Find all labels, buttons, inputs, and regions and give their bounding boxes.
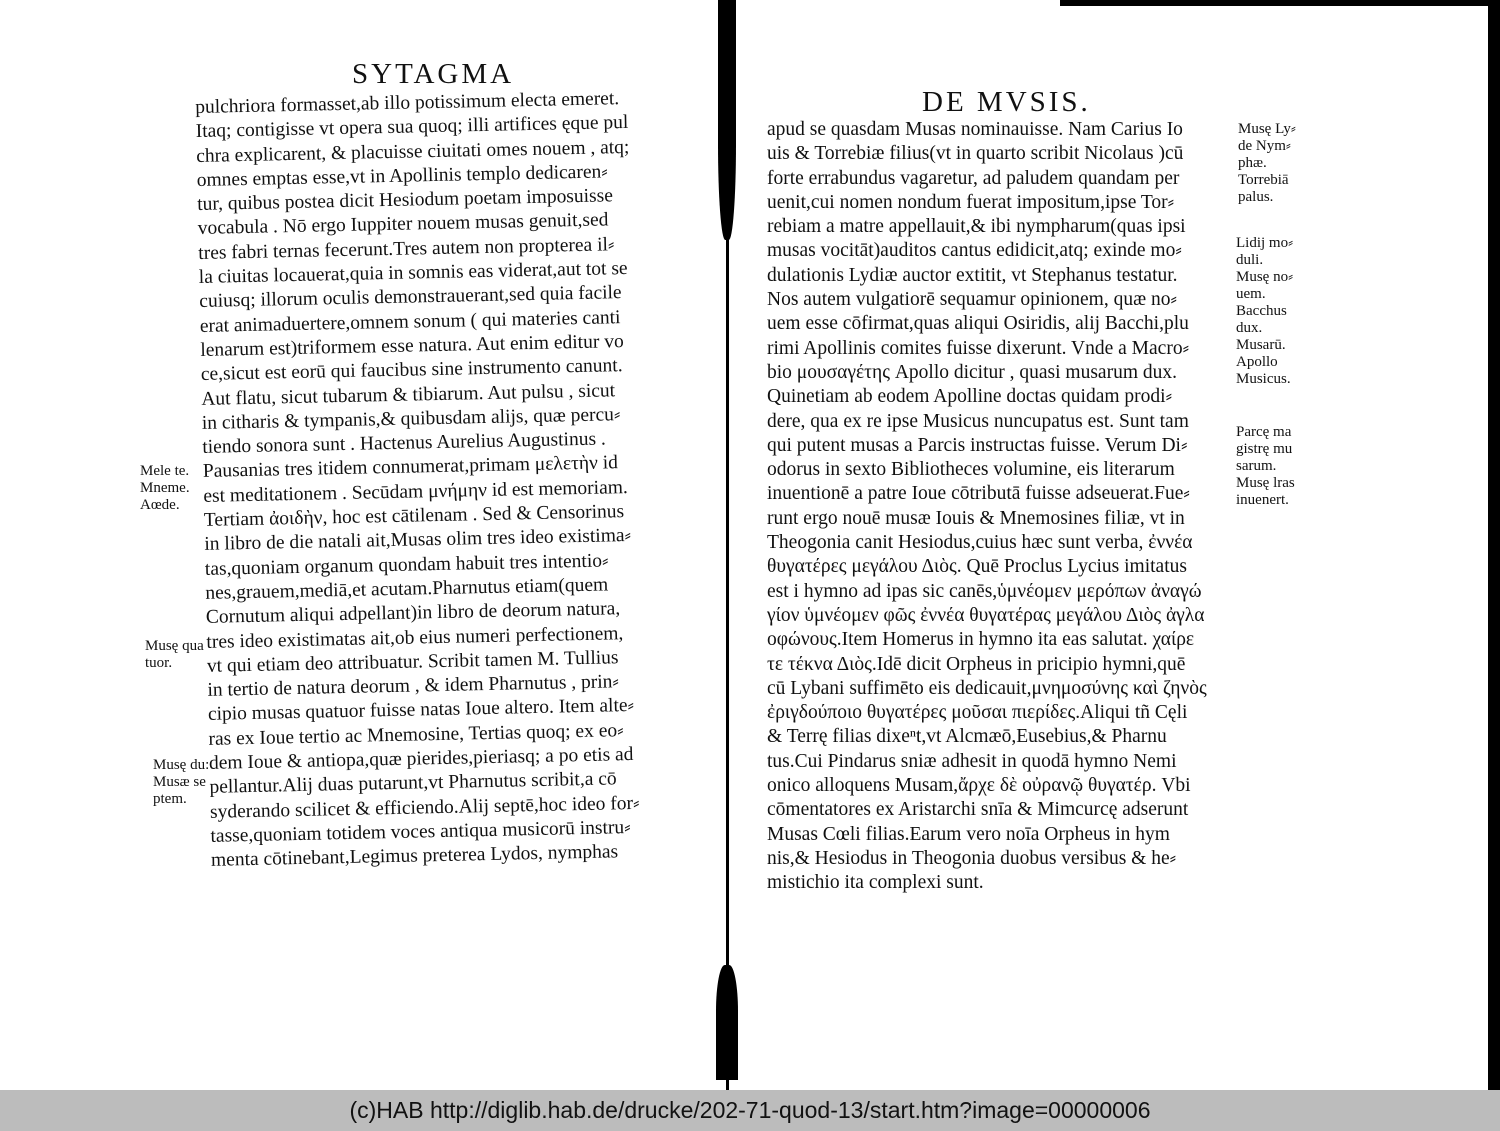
left-text-line: tres ideo existimatas ait,ob eius numeri perfectionem, — [206, 622, 624, 653]
left-text-line: in libro de die natali ait,Musas olim tres ideo existima⸗ — [204, 525, 632, 556]
right-text-line: cū Lybani suffimēto eis dedicauit,μνημοσύνης καὶ ζηνὸς — [767, 677, 1207, 699]
left-text-line: in tertio de natura deorum , & idem Pharnutus , prin⸗ — [207, 671, 620, 701]
left-text-line: tur, quibus postea dicit Hesiodum poetam imposuisse — [197, 185, 614, 216]
right-text-line: & Terrę filias dixeⁿt,vt Alcmæō,Eusebius,& Pharnu — [767, 726, 1167, 748]
right-body-text — [767, 118, 1247, 896]
gutter-shadow-bottom — [716, 965, 738, 1080]
right-text-line: Quinetiam ab eodem Apolline doctas quidam prodi⸗ — [767, 386, 1173, 408]
left-text-line: dem Ioue & antiopa,quæ pierides,pieriasq; a po etis ad — [208, 743, 634, 774]
left-text-line: Cornutum aliqui adpellant)in libro de deorum natura, — [205, 598, 621, 629]
right-text-line: qui putent musas a Parcis instructas fuisse. Verum Di⸗ — [767, 434, 1188, 456]
right-text-line: bio μουσαγέτης Apollo dicitur , quasi musarum dux. — [767, 361, 1177, 383]
left-text-line: pulchriora formasset,ab illo potissimum electa emeret. — [195, 88, 620, 118]
right-text-line: cōmentatores ex Aristarchi snīa & Mimcurcę adserunt — [767, 799, 1189, 821]
left-text-line: ras ex Ioue tertio ac Mnemosine, Tertias quoq; ex eo⸗ — [208, 719, 624, 750]
left-text-line: cipio musas quatuor fuisse natas Ioue altero. Item alte⸗ — [207, 695, 635, 726]
right-text-line: Nos autem vulgatiorē sequamur opinionem, quæ no⸗ — [767, 289, 1177, 311]
left-text-line: chra explicarent, & placuisse ciuitati omes nouem , atq; — [196, 136, 630, 167]
left-text-line: tas,quoniam organum quondam habuit tres intentio⸗ — [204, 550, 609, 580]
right-text-line: forte errabundus vagaretur, ad paludem quandam per — [767, 167, 1180, 189]
left-text-line: vt qui etiam deo attribuatur. Scribit tamen M. Tullius — [206, 647, 619, 677]
left-text-line: syderando scilicet & efficiendo.Alij septē,hoc ideo for⸗ — [209, 792, 640, 823]
left-text-line: la ciuitas locauerat,quia in somnis eas viderat,aut tot se — [198, 258, 628, 289]
left-text-line: lenarum est)triformem esse natura. Aut enim editur vo — [200, 331, 624, 361]
right-text-line: uem esse cōfirmat,quas aliqui Osiridis, alij Bacchi,plu — [767, 313, 1189, 335]
margin-note-apollo-musicus: Lidij mo⸗ duli. Musę no⸗ uem. Bacchus dux. Musarū. Apollo Musicus. — [1236, 235, 1294, 387]
right-text-line: θυγατέρες μεγάλου Διὸς. Quē Proclus Lycius imitatus — [767, 556, 1187, 578]
margin-note-lydian-nymphs: Musę Ly⸗ de Nym⸗ phæ. Torrebiā palus. — [1238, 121, 1296, 205]
right-text-line: ἐριγδούποιο θυγατέρες μοῦσαι πιερίδες.Aliqui tñ Cęli — [767, 702, 1188, 724]
right-text-line: mistichio ita complexi sunt. — [767, 872, 984, 894]
left-page — [120, 0, 700, 1090]
left-text-line: Tertiam ἀοιδὴν, hoc est cātilenam . Sed & Censorinus — [203, 501, 625, 531]
right-text-line: οφώνους.Item Homerus in hymno ita eas salutat. χαίρε — [767, 629, 1195, 651]
margin-note-parcae: Parcę ma gistrę mu sarum. Musę lras inuenert. — [1236, 424, 1295, 508]
left-text-line: pellantur.Alij duas putarunt,vt Pharnutus scribit,a cō — [209, 768, 617, 799]
right-text-line: Theogonia canit Hesiodus,cuius hæc sunt verba, ἐννέα — [767, 532, 1193, 554]
right-text-line: rimi Apollinis comites fuisse dixerunt. Vnde a Macro⸗ — [767, 337, 1190, 359]
left-text-line: Pausanias tres itidem connumerat,primam μελετὴν id — [202, 452, 619, 483]
copyright-footer-bar — [0, 1090, 1500, 1131]
scan-edge-right — [1488, 0, 1500, 1090]
right-text-line: runt ergo nouē musæ Iouis & Mnemosines filiæ, vt in — [767, 507, 1185, 529]
left-text-line: menta cōtinebant,Legimus preterea Lydos, nymphas — [210, 841, 619, 872]
copyright-footer-text: (c)HAB http://diglib.hab.de/drucke/202-71-quod-13/start.htm?image=00000006 — [349, 1097, 1151, 1123]
right-text-line: uis & Torrebiæ filius(vt in quarto scribit Nicolaus )cū — [767, 143, 1184, 165]
left-text-line: tres fabri ternas fecerunt.Tres autem non propterea il⸗ — [198, 234, 615, 264]
right-text-line: nis,& Hesiodus in Theogonia duobus versibus & he⸗ — [767, 847, 1177, 869]
margin-note-muse-names: Mele te. Mneme. Aœde. — [140, 463, 190, 513]
left-body-text — [195, 86, 711, 874]
right-text-line: γίον ὑμνέομεν φῶς ἐννέα θυγατέρας μεγάλου Διὸς ἀγλα — [767, 604, 1205, 626]
left-text-line: ce,sicut est eorū qui faucibus sine instrumento canunt. — [200, 355, 623, 386]
left-text-line: tiendo sonora sunt . Hactenus Aurelius Augustinus . — [202, 428, 607, 459]
margin-note-four-muses: Musę qua tuor. — [145, 638, 204, 671]
left-text-line: cuiusq; illorum oculis demonstrauerant,sed quia facile — [199, 282, 622, 313]
left-text-line: est meditationem . Secūdam μνήμην id est memoriam. — [203, 476, 628, 507]
right-text-line: onico alloquens Musam,ἄρχε δὲ οὐρανῷ θυγατέρ. Vbi — [767, 775, 1191, 797]
gutter-line — [726, 0, 729, 1090]
left-text-line: erat animaduertere,omnem sonum ( qui materies canti — [199, 306, 621, 337]
book-gutter — [712, 0, 742, 1090]
right-text-line: Musas Cœli filias.Earum vero noīa Orpheus in hym — [767, 823, 1170, 845]
left-text-line: nes,grauem,mediā,et acutam.Pharnutus etiam(quem — [205, 574, 609, 604]
right-text-line: tus.Cui Pindarus sniæ adhesit in quodā hymno Nemi — [767, 750, 1177, 772]
left-running-head: SYTAGMA — [352, 58, 515, 90]
right-text-line: odorus in sexto Bibliotheces volumine, eis literarum — [767, 459, 1175, 481]
left-text-line: vocabula . Nō ergo Iuppiter nouem musas genuit,sed — [197, 209, 609, 240]
right-text-line: uenit,cui nomen nondum fuerat impositum,ipse Tor⸗ — [767, 191, 1175, 213]
margin-note-two-seven-muses: Musę du: Musæ se ptem. — [153, 757, 210, 807]
right-text-line: dere, qua ex re ipse Musicus nuncupatus est. Sunt tam — [767, 410, 1189, 432]
right-text-line: apud se quasdam Musas nominauisse. Nam Carius Io — [767, 119, 1183, 140]
left-text-line: omnes emptas esse,vt in Apollinis templo dedicaren⸗ — [196, 161, 608, 191]
left-text-line: in citharis & tympanis,& quibusdam alijs, quæ percu⸗ — [201, 404, 621, 434]
left-text-line: Itaq; contigisse vt opera sua quoq; illi artifices ęque pul — [195, 112, 629, 143]
right-running-head: DE MVSIS. — [922, 86, 1091, 118]
right-text-line: musas vocitāt)auditos cantus edidicit,atq; exinde mo⸗ — [767, 240, 1182, 262]
right-text-line: dulationis Lydiæ auctor extitit, vt Stephanus testatur. — [767, 264, 1178, 286]
right-page — [755, 0, 1475, 1090]
left-text-line: Aut flatu, sicut tubarum & tibiarum. Aut pulsu , sicut — [201, 379, 616, 410]
right-text-line: inuentionē a patre Ioue cōtributā fuisse adseuerat.Fue⸗ — [767, 483, 1190, 505]
right-text-line: rebiam a matre appellauit,& ibi nympharum(quas ipsi — [767, 216, 1186, 238]
left-text-line: tasse,quoniam totidem voces antiqua musicorū instru⸗ — [210, 816, 631, 847]
right-text-line: est i hymno ad ipas sic canēs,ὑμνέομεν μερόπων ἀναγώ — [767, 580, 1202, 602]
right-text-line: τε τέκνα Διὸς.Idē dicit Orpheus in pricipio hymni,quē — [767, 653, 1186, 675]
